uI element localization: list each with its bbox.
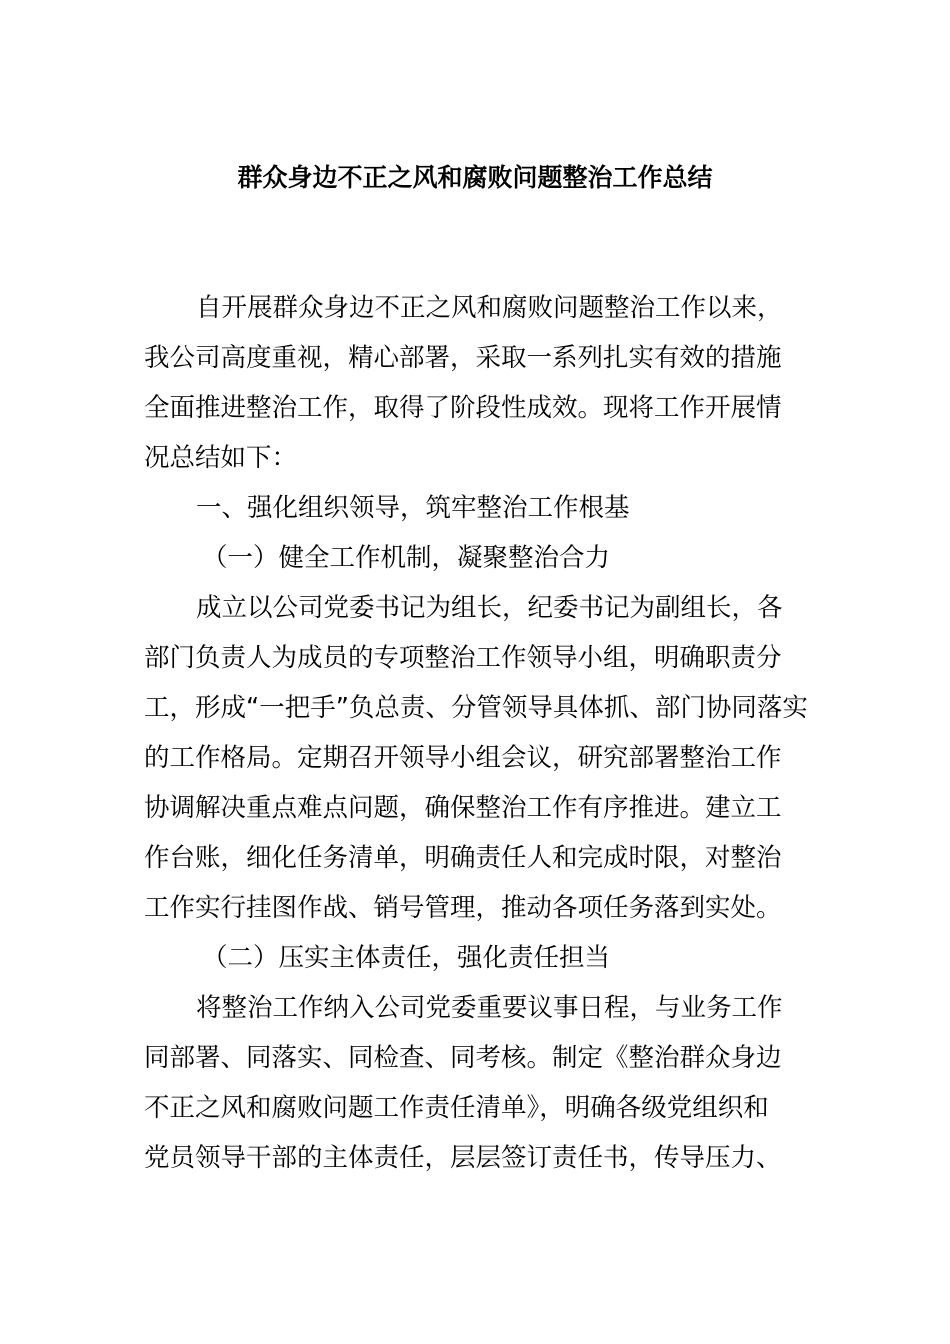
paragraph-line: 自开展群众身边不正之风和腐败问题整治工作以来， [196,293,783,323]
paragraph-line: 党员领导干部的主体责任，层层签订责任书，传导压力、 [144,1143,782,1173]
paragraph-line: 工，形成“一把手”负总责、分管领导具体抓、部门协同落实 [144,693,808,723]
subsection-heading: （一）健全工作机制，凝聚整治合力 [202,543,611,573]
paragraph-line: 工作实行挂图作战、销号管理，推动各项任务落到实处。 [144,893,782,923]
paragraph-line: 作台账，细化任务清单，明确责任人和完成时限，对整治 [144,843,782,873]
subsection-heading: （二）压实主体责任，强化责任担当 [202,943,611,973]
paragraph-line: 全面推进整治工作，取得了阶段性成效。现将工作开展情 [144,393,782,423]
section-heading: 一、强化组织领导，筑牢整治工作根基 [196,493,630,523]
paragraph-line: 同部署、同落实、同检查、同考核。制定《整治群众身边 [144,1043,782,1073]
document-title: 群众身边不正之风和腐败问题整治工作总结 [237,163,713,192]
paragraph-line: 的工作格局。定期召开领导小组会议，研究部署整治工作 [144,743,782,773]
paragraph-line: 协调解决重点难点问题，确保整治工作有序推进。建立工 [144,793,782,823]
paragraph-line: 不正之风和腐败问题工作责任清单》，明确各级党组织和 [144,1093,769,1123]
paragraph-line: 部门负责人为成员的专项整治工作领导小组，明确职责分 [144,643,782,673]
paragraph-line: 况总结如下： [144,443,298,473]
paragraph-line: 成立以公司党委书记为组长，纪委书记为副组长，各 [196,593,783,623]
document-body [144,283,808,1183]
paragraph-line: 将整治工作纳入公司党委重要议事日程，与业务工作 [196,993,783,1023]
paragraph-line: 我公司高度重视，精心部署，采取一系列扎实有效的措施 [144,343,782,373]
